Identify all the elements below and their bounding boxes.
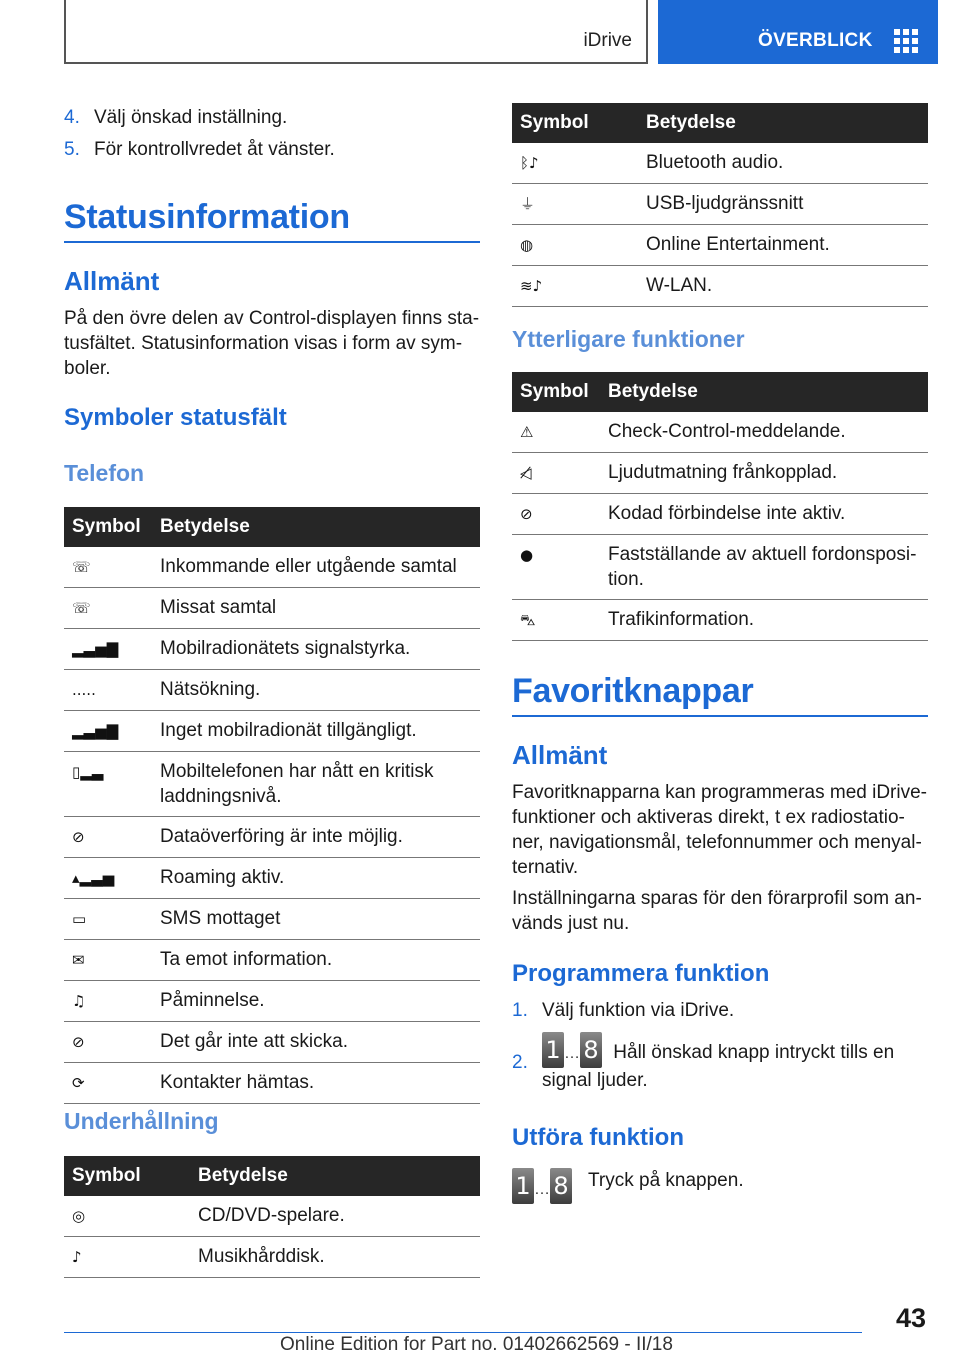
row-meaning: Nätsökning.: [152, 670, 480, 711]
table-row: [512, 600, 928, 641]
col-betydelse: Betydelse: [600, 372, 928, 412]
col-symbol: Symbol: [512, 372, 600, 412]
heading-allmant-fav: Allmänt: [512, 740, 608, 770]
row-meaning: Inget mobilradionät tillgängligt.: [152, 711, 480, 752]
heading-programmera-funktion: Programmera funktion: [512, 960, 770, 987]
table-row: [512, 412, 928, 453]
table-row: [512, 535, 928, 600]
table-row: [64, 1063, 480, 1104]
row-meaning: Check-Control-meddelande.: [600, 412, 928, 453]
table-row: [512, 266, 928, 307]
row-meaning: Missat samtal: [152, 588, 480, 629]
row-meaning: Inkommande eller utgående samtal: [152, 547, 480, 588]
bluetooth-audio-icon: ᛒ♪: [520, 154, 539, 172]
prog-step-2-text: Håll önskad knapp intryckt tills en signal ljuder.: [542, 1042, 895, 1091]
wlan-icon: ≋♪: [520, 277, 543, 295]
key-ellipsis-exec: …: [534, 1181, 550, 1198]
bell-icon: ♫: [72, 992, 86, 1010]
table-row: [512, 453, 928, 494]
row-meaning: Ljudutmatning frånkopplad.: [600, 453, 928, 494]
row-meaning: W-LAN.: [638, 266, 928, 307]
page-number: 43: [896, 1303, 927, 1333]
heading-allmant: Allmänt: [64, 266, 160, 296]
utfora-text: Tryck på knappen.: [588, 1170, 744, 1191]
cd-icon: ◎: [72, 1207, 86, 1225]
speaker-off-icon: ◁̸: [520, 464, 532, 482]
header-section-box: [64, 0, 648, 64]
table-row: [64, 858, 480, 899]
phone-call-icon: ☏: [72, 558, 91, 576]
position-icon: ●: [520, 546, 534, 564]
favorite-key-1[interactable]: 1: [542, 1032, 564, 1068]
col-symbol: Symbol: [64, 1156, 190, 1196]
usb-icon: ⏚: [520, 195, 536, 213]
roaming-icon: ▴▂▃▅: [72, 869, 115, 887]
col-symbol: Symbol: [512, 103, 638, 143]
heading-favoritknappar: Favoritknappar: [512, 672, 928, 717]
network-search-icon: .....: [72, 681, 96, 699]
row-meaning: Kontakter hämtas.: [152, 1063, 480, 1104]
table-row: [512, 494, 928, 535]
grid-icon[interactable]: [894, 29, 918, 53]
table-row: [64, 711, 480, 752]
table-row: [64, 1022, 480, 1063]
row-meaning: Mobiltelefonen har nått en kritisk laddningsnivå.: [152, 752, 480, 817]
fav-paragraph-1: Favoritknapparna kan programmeras med iDrive-funktioner och aktiveras direkt, t ex radiostationer, navigationsmål, telefonnummer och menyalternativ.: [512, 782, 927, 878]
heading-utfora-funktion: Utföra funktion: [512, 1124, 684, 1151]
telefon-table: [64, 507, 480, 1104]
traffic-icon: ⛍: [520, 611, 536, 629]
battery-low-icon: ▯▂▃: [72, 763, 104, 781]
underhallning-table: [64, 1156, 480, 1278]
signal-strength-icon: ▂▃▅▇: [72, 640, 119, 658]
ytterligare-table: [512, 372, 928, 641]
row-meaning: Mobilradionätets signalstyrka.: [152, 629, 480, 670]
footer-rule: [64, 1332, 862, 1333]
table-row: [64, 899, 480, 940]
table-row: [64, 752, 480, 817]
table-row: [64, 981, 480, 1022]
row-meaning: Dataöverföring är inte möjlig.: [152, 817, 480, 858]
table-row: [512, 184, 928, 225]
data-off-icon: ⊘: [72, 828, 85, 846]
favorite-key-8-exec[interactable]: 8: [550, 1168, 572, 1204]
favorite-key-1-exec[interactable]: 1: [512, 1168, 534, 1204]
no-network-icon: ▂▃▅▇: [72, 722, 119, 740]
key-ellipsis: …: [564, 1045, 580, 1062]
row-meaning: SMS mottaget: [152, 899, 480, 940]
heading-statusinformation: Statusinformation: [64, 198, 480, 243]
warning-icon: ⚠: [520, 423, 534, 441]
online-entertainment-icon: ◍: [520, 236, 534, 254]
row-meaning: Kodad förbindelse inte aktiv.: [600, 494, 928, 535]
allmant-paragraph: På den övre delen av Control-displayen finns statusfältet. Statusinformation visas i form av symboler.: [64, 308, 480, 379]
row-meaning: USB-ljudgränssnitt: [638, 184, 928, 225]
row-meaning: Trafikinformation.: [600, 600, 928, 641]
heading-symboler-statusfalt: Symboler statusfält: [64, 404, 287, 431]
table-row: [64, 629, 480, 670]
table-row: [512, 225, 928, 266]
footer-edition: Online Edition for Part no. 01402662569 - II/18: [280, 1334, 673, 1355]
table-row: [64, 1237, 480, 1278]
table-row: [64, 940, 480, 981]
sms-icon: ▭: [72, 910, 87, 928]
row-meaning: Fastställande av aktuell fordonsposition.: [600, 535, 928, 600]
row-meaning: Bluetooth audio.: [638, 143, 928, 184]
row-meaning: Ta emot information.: [152, 940, 480, 981]
col-betydelse: Betydelse: [190, 1156, 480, 1196]
col-betydelse: Betydelse: [638, 103, 928, 143]
table-row: [64, 670, 480, 711]
utfora-row: [512, 1168, 928, 1204]
row-meaning: Påminnelse.: [152, 981, 480, 1022]
table-row: [64, 588, 480, 629]
entertainment-table: [512, 103, 928, 307]
table-row: [64, 817, 480, 858]
heading-telefon: Telefon: [64, 460, 145, 486]
favorite-key-8[interactable]: 8: [580, 1032, 602, 1068]
table-row: [64, 1196, 480, 1237]
heading-underhallning: Underhållning: [64, 1108, 219, 1134]
col-betydelse: Betydelse: [152, 507, 480, 547]
missed-call-icon: ☏: [72, 599, 91, 617]
row-meaning: CD/DVD-spelare.: [190, 1196, 480, 1237]
col-symbol: Symbol: [64, 507, 152, 547]
header-overview-tab[interactable]: [658, 0, 938, 64]
send-failed-icon: ⊘: [72, 1033, 85, 1051]
row-meaning: Det går inte att skicka.: [152, 1022, 480, 1063]
encrypted-off-icon: ⊘: [520, 505, 533, 523]
heading-ytterligare-funktioner: Ytterligare funktioner: [512, 326, 745, 352]
header-idrive[interactable]: iDrive: [583, 30, 632, 51]
table-row: [64, 547, 480, 588]
row-meaning: Musikhårddisk.: [190, 1237, 480, 1278]
row-meaning: Online Entertainment.: [638, 225, 928, 266]
table-row: [512, 143, 928, 184]
header-overview-label: ÖVERBLICK: [758, 30, 873, 51]
mail-icon: ✉: [72, 951, 85, 969]
row-meaning: Roaming aktiv.: [152, 858, 480, 899]
contacts-icon: ⟳: [72, 1074, 85, 1092]
harddisk-icon: ♪: [72, 1248, 82, 1266]
fav-paragraph-2: Inställningarna sparas för den förarprofil som används just nu.: [512, 888, 922, 934]
